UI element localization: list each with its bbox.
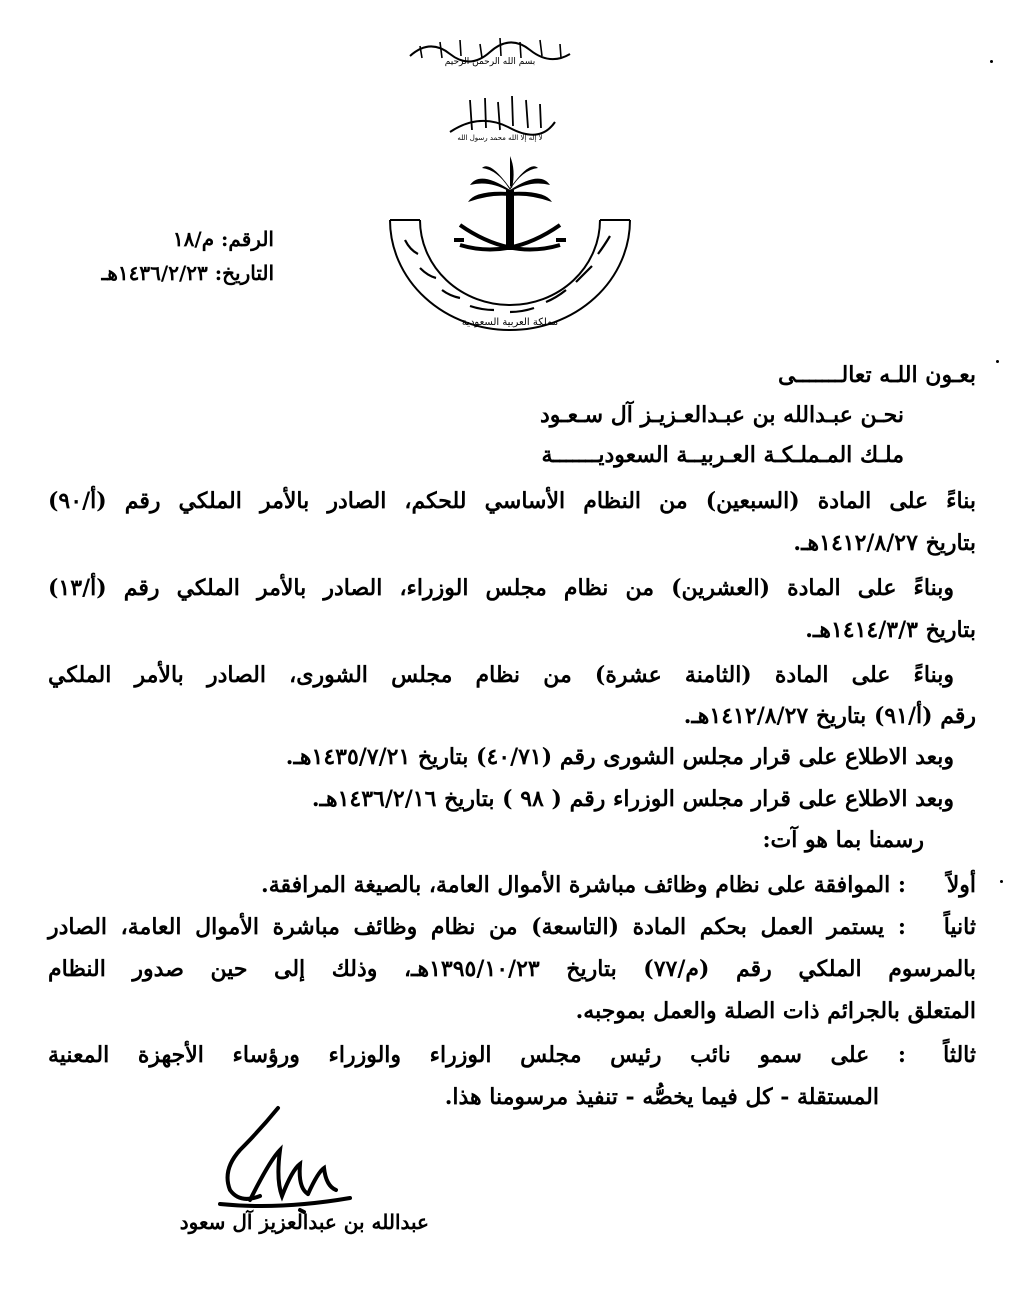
item-2-text-line-1: : يستمر العمل بحكم المادة (التاسعة) من نظام وظائف مباشرة الأموال العامة، الصادر xyxy=(48,914,906,940)
preamble-5-line: وبعد الاطلاع على قرار مجلس الوزراء رقم ( ٩٨ ) بتاريخ ١٤٣٦/٢/١٦هـ. xyxy=(311,786,954,812)
preamble-1-line-2: بتاريخ ١٤١٢/٨/٢٧هـ. xyxy=(793,530,976,556)
reference-block xyxy=(14,222,274,290)
scan-speck xyxy=(1000,880,1003,883)
svg-text:بسم الله الرحمن الرحيم: بسم الله الرحمن الرحيم xyxy=(444,57,536,67)
opening-line-3: ملـك المـملـكـة العـربيــة السعوديـــــــة xyxy=(541,442,904,468)
item-3-text-line-1: : على سمو نائب رئيس مجلس الوزراء والوزراء ورؤساء الأجهزة المعنية xyxy=(48,1042,906,1068)
preamble-2-line-2: بتاريخ ١٤١٤/٣/٣هـ. xyxy=(805,617,976,643)
basmala-calligraphy xyxy=(400,28,580,68)
opening-line-2: نحـن عبـدالله بن عبـدالعـزيـز آل سـعـود xyxy=(539,402,904,428)
item-3-label: ثالثاً xyxy=(943,1042,976,1068)
reference-number-label: الرقم: xyxy=(221,227,274,251)
item-2-label: ثانياً xyxy=(943,914,976,940)
scan-speck xyxy=(990,60,993,63)
signer-name: عبدالله بن عبدالعزيز آل سعود xyxy=(179,1210,429,1234)
reference-date-label: التاريخ: xyxy=(214,261,274,285)
item-2-text-line-3: المتعلق بالجرائم ذات الصلة والعمل بموجبه. xyxy=(575,998,976,1024)
preamble-3-line-1: وبناءً على المادة (الثامنة عشرة) من نظام مجلس الشورى، الصادر بالأمر الملكي xyxy=(48,662,954,688)
item-3-text-line-2: المستقلة - كل فيما يخصُّه - تنفيذ مرسومنا هذا. xyxy=(444,1084,879,1110)
decree-intro: رسمنا بما هو آت: xyxy=(762,827,924,853)
reference-number-line xyxy=(14,222,274,256)
svg-text:لا إله إلا الله محمد رسول الله: لا إله إلا الله محمد رسول الله xyxy=(457,134,543,142)
preamble-3-line-2: رقم (أ/٩١) بتاريخ ١٤١٢/٨/٢٧هـ. xyxy=(683,703,976,729)
item-1-text: : الموافقة على نظام وظائف مباشرة الأموال العامة، بالصيغة المرافقة. xyxy=(261,872,906,898)
item-1-label: أولاً xyxy=(946,872,976,898)
opening-line-1: بعـون اللـه تعالـــــــى xyxy=(778,362,976,388)
svg-text:مملكة العربية السعودية: مملكة العربية السعودية xyxy=(461,317,559,328)
tawhid-calligraphy xyxy=(440,92,560,142)
reference-date-value: ١٤٣٦/٢/٢٣هـ xyxy=(101,261,208,285)
saudi-emblem-seal xyxy=(370,150,650,350)
preamble-1-line-1: بناءً على المادة (السبعين) من النظام الأساسي للحكم، الصادر بالأمر الملكي رقم (أ/٩٠) xyxy=(48,488,976,514)
item-2-text-line-2: بالمرسوم الملكي رقم (م/٧٧) بتاريخ ١٣٩٥/١٠/٢٣هـ، وذلك إلى حين صدور النظام xyxy=(48,956,976,982)
reference-date-line xyxy=(14,256,274,290)
preamble-4-line: وبعد الاطلاع على قرار مجلس الشورى رقم (٤٠/٧١) بتاريخ ١٤٣٥/٧/٢١هـ. xyxy=(285,744,954,770)
reference-number-value: م/١٨ xyxy=(172,227,215,251)
scan-speck xyxy=(996,360,999,363)
handwritten-signature xyxy=(200,1100,360,1220)
preamble-2-line-1: وبناءً على المادة (العشرين) من نظام مجلس الوزراء، الصادر بالأمر الملكي رقم (أ/١٣) xyxy=(48,575,954,601)
